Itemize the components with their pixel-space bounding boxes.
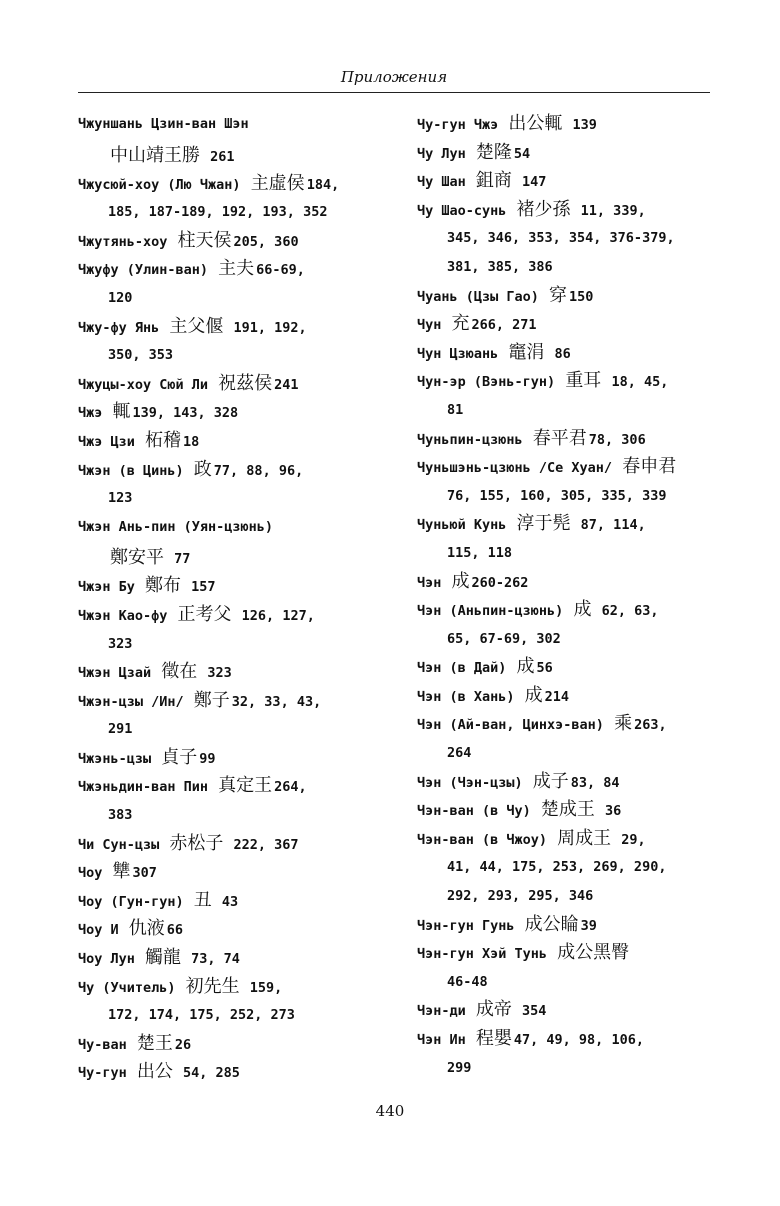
entry-chinese-characters: 出公輒 bbox=[508, 113, 563, 134]
entry-chinese-characters: 穿 bbox=[549, 284, 568, 306]
entry-text: Чжутянь-хоу bbox=[78, 233, 176, 250]
index-entry bbox=[78, 110, 388, 170]
index-entry bbox=[417, 425, 717, 454]
entry-continuation-line bbox=[78, 801, 388, 830]
entry-text: 191, 192, bbox=[225, 319, 307, 336]
entry-line bbox=[417, 139, 717, 168]
entry-text: 139, 143, 328 bbox=[132, 405, 239, 422]
entry-text: 18, 45, bbox=[603, 374, 669, 391]
entry-text: Чэн-ван (в Чжоу) bbox=[417, 831, 556, 848]
entry-text: Чэн (в Хань) bbox=[417, 688, 523, 705]
entry-text: Чэн (в Дай) bbox=[417, 660, 515, 677]
entry-continuation-line bbox=[417, 253, 717, 282]
index-entry bbox=[417, 596, 717, 653]
entry-text: Чу (Учитель) bbox=[78, 979, 184, 996]
entry-text: Чу-ван bbox=[78, 1036, 135, 1053]
entry-text: 383 bbox=[108, 807, 133, 824]
entry-text: 345, 346, 353, 354, 376-379, bbox=[447, 230, 675, 247]
entry-chinese-characters: 主夫 bbox=[218, 258, 255, 280]
index-entry bbox=[417, 653, 717, 682]
entry-text: Чу-гун Чжэ bbox=[417, 117, 507, 133]
entry-chinese-characters: 成子 bbox=[532, 770, 569, 792]
entry-text: Чоу Лун bbox=[78, 951, 144, 968]
entry-text: 261 bbox=[202, 148, 235, 165]
entry-text: Чу Шан bbox=[417, 174, 474, 191]
entry-line bbox=[78, 398, 388, 427]
entry-chinese-characters: 祝茲侯 bbox=[218, 372, 273, 394]
entry-text: 77, 88, 96, bbox=[213, 462, 304, 479]
entry-line bbox=[78, 513, 388, 542]
entry-text: Чун bbox=[417, 317, 450, 334]
entry-line bbox=[417, 596, 717, 625]
entry-continuation-line bbox=[417, 539, 717, 568]
entry-text: Чжэн Ань-пин (Уян-цзюнь) bbox=[78, 518, 274, 535]
entry-line bbox=[78, 830, 388, 859]
entry-line bbox=[417, 367, 717, 396]
entry-text: Чуньюй Кунь bbox=[417, 517, 515, 534]
entry-chinese-characters: 貞子 bbox=[161, 746, 198, 768]
entry-text: 292, 293, 295, 346 bbox=[447, 888, 594, 905]
entry-line bbox=[78, 427, 388, 456]
entry-chinese-characters: 真定王 bbox=[218, 775, 273, 797]
entry-text: 39 bbox=[580, 917, 597, 934]
entry-line bbox=[417, 939, 717, 968]
entry-text: Чэн (Аньпин-цзюнь) bbox=[417, 603, 572, 620]
index-entry bbox=[417, 510, 717, 567]
entry-chinese-characters: 程嬰 bbox=[475, 1028, 512, 1049]
entry-chinese-characters: 觸龍 bbox=[145, 947, 182, 969]
index-column-left bbox=[78, 110, 388, 1087]
index-entry bbox=[417, 139, 717, 168]
index-column-right bbox=[417, 110, 717, 1082]
entry-text: Чжэ Цзи bbox=[78, 433, 144, 450]
entry-line bbox=[417, 282, 717, 311]
entry-continuation-line bbox=[78, 198, 388, 227]
entry-line bbox=[417, 196, 717, 225]
entry-text: Чжэнь-цзы bbox=[78, 750, 160, 767]
entry-text: Чжуншань Цзин-ван Шэн bbox=[78, 116, 249, 132]
index-entry bbox=[78, 687, 388, 744]
entry-text: 291 bbox=[108, 721, 133, 738]
entry-line bbox=[78, 601, 388, 630]
entry-text: Чу-гун bbox=[78, 1065, 135, 1082]
entry-text: Чжуфу (Улин-ван) bbox=[78, 262, 217, 279]
index-entry bbox=[78, 744, 388, 773]
entry-line bbox=[417, 453, 717, 482]
entry-text: Чун-эр (Вэнь-гун) bbox=[417, 374, 564, 391]
index-entry bbox=[417, 1025, 717, 1082]
entry-continuation-line bbox=[78, 541, 388, 572]
entry-text: 222, 367 bbox=[225, 836, 299, 853]
entry-text: Чжэн-цзы /Ин/ bbox=[78, 693, 192, 710]
entry-text: Чи Сун-цзы bbox=[78, 836, 168, 853]
entry-line bbox=[78, 658, 388, 687]
entry-text: 263, bbox=[634, 717, 667, 734]
entry-text: 126, 127, bbox=[233, 607, 315, 624]
entry-line bbox=[78, 370, 388, 399]
entry-text: Чун Цзюань bbox=[417, 345, 507, 362]
entry-line bbox=[417, 796, 717, 825]
entry-chinese-characters: 春平君 bbox=[532, 427, 587, 449]
entry-text: 139 bbox=[564, 117, 597, 133]
entry-continuation-line bbox=[78, 341, 388, 370]
index-entry bbox=[417, 167, 717, 196]
index-entry bbox=[417, 568, 717, 597]
entry-line bbox=[78, 887, 388, 916]
index-entry bbox=[78, 370, 388, 399]
entry-line bbox=[417, 310, 717, 339]
entry-line bbox=[78, 227, 388, 256]
entry-text: 184, bbox=[306, 176, 340, 193]
entry-chinese-characters: 成 bbox=[573, 599, 592, 621]
entry-text: 205, 360 bbox=[233, 233, 299, 250]
entry-chinese-characters: 成 bbox=[451, 570, 470, 592]
entry-text: Чэн (Чэн-цзы) bbox=[417, 774, 531, 791]
entry-text: 62, 63, bbox=[593, 603, 659, 620]
entry-chinese-characters: 中山靖王勝 bbox=[110, 144, 200, 166]
entry-text: Чоу И bbox=[78, 922, 127, 939]
index-entry bbox=[417, 310, 717, 339]
entry-text: 123 bbox=[108, 490, 133, 507]
entry-line bbox=[417, 110, 717, 139]
entry-text: 260-262 bbox=[471, 574, 529, 591]
entry-continuation-line bbox=[417, 625, 717, 654]
entry-continuation-line bbox=[78, 284, 388, 313]
entry-continuation-line bbox=[78, 139, 388, 170]
entry-text: Чжуцы-хоу Сюй Ли bbox=[78, 376, 217, 393]
entry-line bbox=[417, 768, 717, 797]
entry-text: Чуань (Цзы Гао) bbox=[417, 288, 548, 305]
entry-chinese-characters: 淳于髡 bbox=[516, 513, 571, 535]
entry-continuation-line bbox=[417, 396, 717, 425]
entry-text: 18 bbox=[183, 433, 200, 450]
entry-text: 29, bbox=[613, 831, 646, 848]
entry-text: Чоу bbox=[78, 865, 111, 882]
index-entry bbox=[78, 572, 388, 601]
entry-text: 323 bbox=[199, 665, 232, 682]
index-entry bbox=[78, 973, 388, 1030]
index-entry bbox=[417, 911, 717, 940]
entry-text: 87, 114, bbox=[572, 517, 646, 534]
entry-text: 350, 353 bbox=[108, 347, 174, 364]
entry-text: 172, 174, 175, 252, 273 bbox=[108, 1007, 295, 1024]
entry-text: Чжу-фу Янь bbox=[78, 319, 168, 336]
entry-text: 76, 155, 160, 305, 335, 339 bbox=[447, 487, 667, 504]
index-entry bbox=[78, 601, 388, 658]
entry-text: Чэн Ин bbox=[417, 1032, 474, 1048]
entry-continuation-line bbox=[417, 968, 717, 997]
entry-continuation-line bbox=[417, 853, 717, 882]
entry-text: Чоу (Гун-гун) bbox=[78, 893, 192, 910]
entry-continuation-line bbox=[417, 1054, 717, 1083]
entry-text: 266, 271 bbox=[471, 317, 537, 334]
entry-chinese-characters: 出公 bbox=[136, 1061, 173, 1083]
entry-text: 73, 74 bbox=[183, 951, 240, 968]
entry-text: Чжусюй-хоу (Лю Чжан) bbox=[78, 176, 249, 193]
entry-line bbox=[417, 425, 717, 454]
entry-chinese-characters: 充 bbox=[451, 313, 470, 335]
entry-line bbox=[417, 1025, 717, 1054]
entry-text: 323 bbox=[108, 635, 133, 652]
entry-text: Чжэньдин-ван Пин bbox=[78, 779, 217, 796]
entry-line bbox=[78, 170, 388, 199]
entry-text: Чэн (Ай-ван, Цинхэ-ван) bbox=[417, 717, 613, 734]
entry-chinese-characters: 成公黑臀 bbox=[557, 942, 630, 964]
entry-chinese-characters: 正考父 bbox=[177, 603, 232, 625]
index-entry bbox=[78, 772, 388, 829]
entry-text: 56 bbox=[536, 660, 553, 677]
entry-line bbox=[417, 682, 717, 711]
entry-line bbox=[417, 510, 717, 539]
entry-text: 47, 49, 98, 106, bbox=[513, 1032, 644, 1048]
entry-text: Чэн bbox=[417, 574, 450, 591]
page-number: 440 bbox=[375, 1102, 405, 1120]
entry-text: 54, 285 bbox=[174, 1065, 240, 1082]
entry-text: 86 bbox=[546, 345, 571, 362]
entry-chinese-characters: 鄭子 bbox=[193, 689, 230, 711]
entry-continuation-line bbox=[78, 1001, 388, 1030]
entry-text: 354 bbox=[513, 1003, 547, 1020]
entry-continuation-line bbox=[417, 482, 717, 511]
entry-chinese-characters: 政 bbox=[193, 458, 212, 480]
index-entry bbox=[78, 1030, 388, 1059]
index-entry bbox=[417, 453, 717, 510]
entry-chinese-characters: 楚王 bbox=[136, 1032, 173, 1054]
entry-continuation-line bbox=[417, 882, 717, 911]
entry-chinese-characters: 鄭布 bbox=[145, 575, 182, 597]
entry-chinese-characters: 乘 bbox=[614, 713, 633, 735]
entry-text: Чжэн Као-фу bbox=[78, 607, 176, 624]
entry-text: 43 bbox=[213, 893, 239, 910]
entry-chinese-characters: 楚隆 bbox=[475, 141, 512, 163]
index-entry bbox=[417, 110, 717, 139]
entry-text: 65, 67-69, 302 bbox=[447, 630, 561, 647]
entry-line bbox=[78, 772, 388, 801]
entry-line bbox=[417, 339, 717, 368]
entry-line bbox=[78, 915, 388, 944]
entry-chinese-characters: 柱天侯 bbox=[177, 229, 232, 251]
index-entry bbox=[78, 227, 388, 256]
entry-text: 54 bbox=[513, 145, 531, 162]
entry-text: 26 bbox=[174, 1036, 192, 1053]
index-entry bbox=[417, 825, 717, 911]
entry-chinese-characters: 輒 bbox=[112, 401, 131, 423]
entry-text: Чжэн Бу bbox=[78, 579, 144, 596]
entry-line bbox=[78, 744, 388, 773]
entry-text: Чуньшэнь-цзюнь /Се Хуан/ bbox=[417, 460, 621, 477]
entry-chinese-characters: 成 bbox=[524, 684, 543, 706]
index-entry bbox=[78, 944, 388, 973]
entry-chinese-characters: 成帝 bbox=[475, 999, 512, 1021]
running-header: Приложения bbox=[340, 68, 448, 86]
index-entry bbox=[78, 830, 388, 859]
entry-line bbox=[417, 653, 717, 682]
entry-chinese-characters: 徵在 bbox=[161, 661, 198, 683]
entry-text: 99 bbox=[199, 750, 216, 767]
entry-line bbox=[417, 911, 717, 940]
entry-line bbox=[78, 973, 388, 1002]
entry-text: 264, bbox=[274, 779, 307, 796]
entry-text: 120 bbox=[108, 289, 133, 306]
index-entry bbox=[78, 427, 388, 456]
entry-line bbox=[417, 825, 717, 854]
entry-chinese-characters: 初先生 bbox=[185, 975, 240, 997]
entry-line bbox=[78, 313, 388, 342]
entry-text: 83, 84 bbox=[570, 774, 620, 791]
index-entry bbox=[417, 996, 717, 1025]
entry-text: 41, 44, 175, 253, 269, 290, bbox=[447, 859, 667, 876]
entry-text: 381, 385, 386 bbox=[447, 258, 553, 275]
index-entry bbox=[417, 339, 717, 368]
entry-text: Чу Лун bbox=[417, 145, 474, 162]
index-entry bbox=[417, 282, 717, 311]
index-entry bbox=[78, 858, 388, 887]
index-entry bbox=[78, 255, 388, 312]
entry-continuation-line bbox=[78, 630, 388, 659]
entry-text: 11, 339, bbox=[572, 202, 646, 219]
index-entry bbox=[417, 768, 717, 797]
entry-text: 307 bbox=[132, 865, 157, 882]
entry-chinese-characters: 成 bbox=[516, 656, 535, 678]
entry-text: Чуньпин-цзюнь bbox=[417, 431, 531, 448]
entry-chinese-characters: 鉏商 bbox=[475, 170, 512, 192]
index-entry bbox=[78, 398, 388, 427]
entry-chinese-characters: 主虛侯 bbox=[250, 172, 305, 194]
index-entry bbox=[78, 456, 388, 513]
entry-line bbox=[78, 687, 388, 716]
entry-line bbox=[78, 858, 388, 887]
entry-continuation-line bbox=[417, 224, 717, 253]
entry-text: 264 bbox=[447, 745, 472, 762]
entry-line bbox=[417, 167, 717, 196]
index-entry bbox=[78, 170, 388, 227]
index-entry bbox=[78, 887, 388, 916]
entry-line bbox=[417, 996, 717, 1025]
entry-text: 150 bbox=[569, 288, 594, 305]
entry-text: 214 bbox=[544, 688, 570, 705]
entry-chinese-characters: 褚少孫 bbox=[516, 198, 571, 220]
entry-text: Чжэн Цзай bbox=[78, 665, 160, 682]
index-entry bbox=[417, 682, 717, 711]
entry-text: 66-69, bbox=[256, 262, 305, 279]
entry-text: 46-48 bbox=[447, 973, 488, 990]
entry-line bbox=[417, 568, 717, 597]
entry-text: Чэн-ван (в Чу) bbox=[417, 803, 539, 820]
entry-text: Чэн-гун Хэй Тунь bbox=[417, 946, 556, 963]
header-rule bbox=[78, 92, 710, 93]
index-entry bbox=[417, 939, 717, 996]
entry-chinese-characters: 重耳 bbox=[565, 370, 602, 392]
entry-chinese-characters: 主父偃 bbox=[169, 315, 224, 337]
entry-chinese-characters: 柘稽 bbox=[145, 429, 182, 451]
entry-text: 299 bbox=[447, 1059, 472, 1076]
entry-chinese-characters: 鄭安平 bbox=[110, 547, 164, 569]
entry-text: Чу Шао-сунь bbox=[417, 202, 515, 219]
entry-text: 147 bbox=[513, 174, 547, 191]
entry-line bbox=[78, 572, 388, 601]
entry-chinese-characters: 周成王 bbox=[557, 827, 612, 849]
entry-line bbox=[78, 110, 388, 139]
entry-text: 159, bbox=[241, 979, 283, 996]
entry-line bbox=[78, 255, 388, 284]
entry-line bbox=[417, 710, 717, 739]
entry-line bbox=[78, 456, 388, 485]
entry-chinese-characters: 丑 bbox=[193, 889, 212, 911]
entry-chinese-characters: 竈涓 bbox=[508, 341, 545, 363]
entry-continuation-line bbox=[417, 739, 717, 768]
entry-chinese-characters: 楚成王 bbox=[540, 799, 595, 821]
entry-text: 241 bbox=[274, 376, 299, 393]
entry-text: 115, 118 bbox=[447, 544, 513, 561]
entry-text: Чэн-ди bbox=[417, 1003, 474, 1020]
index-entry bbox=[417, 796, 717, 825]
entry-text: 36 bbox=[596, 803, 622, 820]
index-entry bbox=[78, 1058, 388, 1087]
index-entry bbox=[417, 710, 717, 767]
entry-chinese-characters: 成公睔 bbox=[524, 913, 579, 935]
index-entry bbox=[78, 313, 388, 370]
entry-text: 81 bbox=[447, 401, 464, 418]
index-entry bbox=[78, 658, 388, 687]
entry-text: 185, 187-189, 192, 193, 352 bbox=[108, 204, 328, 221]
entry-line bbox=[78, 944, 388, 973]
index-entry bbox=[78, 915, 388, 944]
entry-chinese-characters: 赤松子 bbox=[169, 832, 224, 854]
index-entry bbox=[78, 513, 388, 573]
index-entry bbox=[417, 196, 717, 282]
entry-continuation-line bbox=[78, 484, 388, 513]
entry-text: Чэн-гун Гунь bbox=[417, 917, 523, 934]
entry-line bbox=[78, 1058, 388, 1087]
entry-line bbox=[78, 1030, 388, 1059]
entry-chinese-characters: 仇液 bbox=[128, 918, 165, 940]
entry-chinese-characters: 犨 bbox=[112, 861, 131, 883]
entry-text: 77 bbox=[166, 551, 191, 568]
entry-text: 32, 33, 43, bbox=[231, 693, 322, 710]
entry-text: 78, 306 bbox=[588, 431, 646, 448]
entry-text: 66 bbox=[166, 922, 184, 939]
entry-text: Чжэн (в Цинь) bbox=[78, 462, 192, 479]
index-entry bbox=[417, 367, 717, 424]
entry-text: 157 bbox=[183, 579, 216, 596]
entry-text: Чжэ bbox=[78, 405, 111, 422]
entry-continuation-line bbox=[78, 715, 388, 744]
entry-chinese-characters: 春申君 bbox=[622, 456, 677, 478]
